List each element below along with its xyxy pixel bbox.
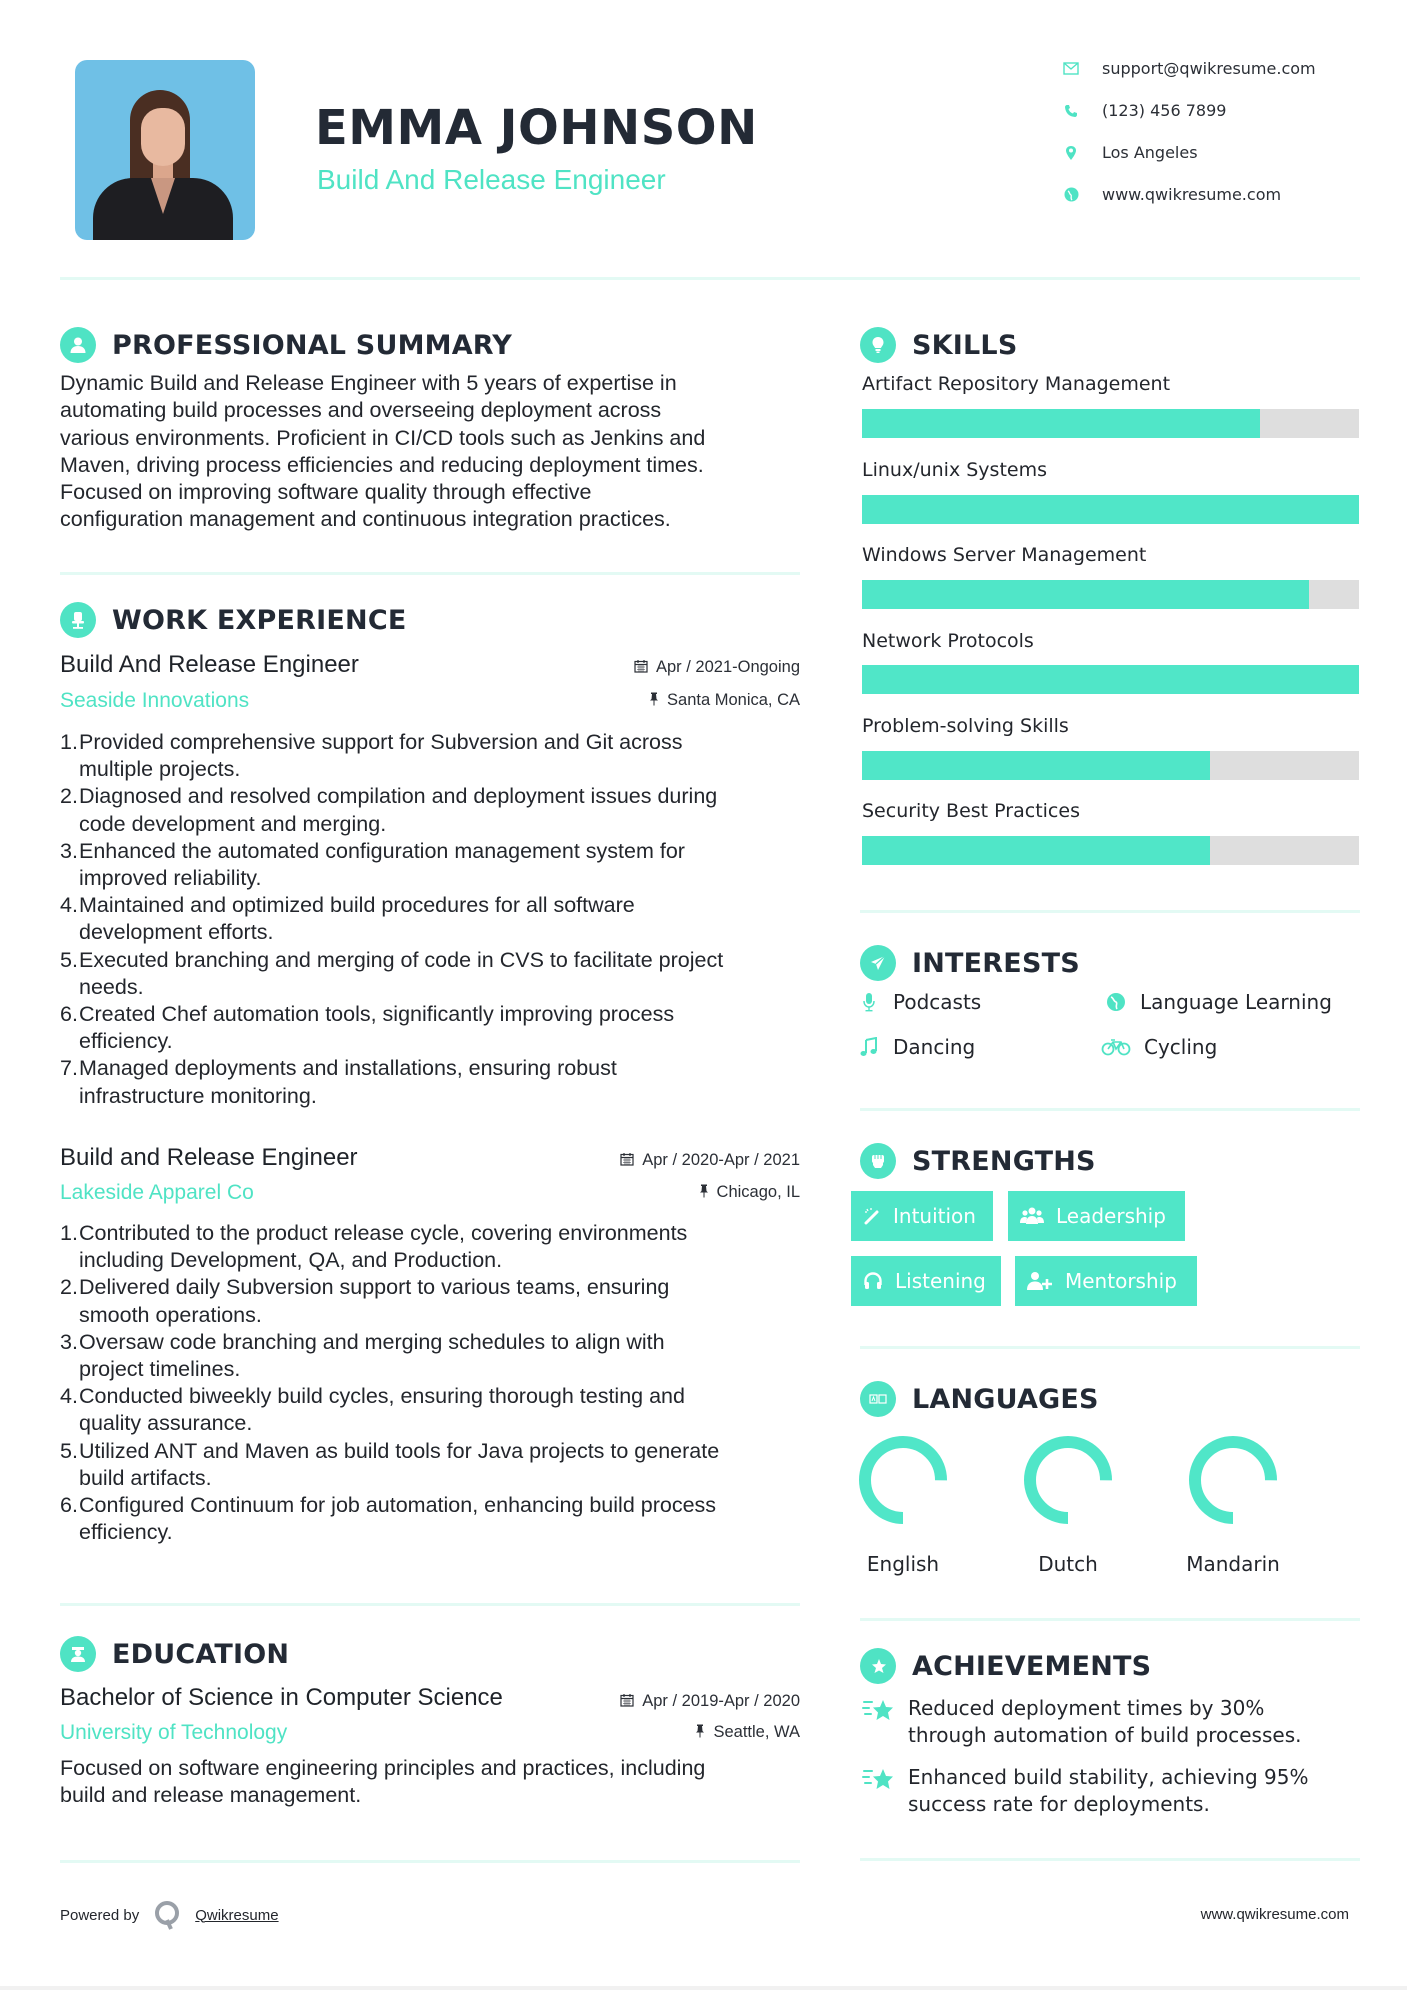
list-item: 4. Maintained and optimized build procedures for all software development efforts. xyxy=(60,893,635,945)
users-icon xyxy=(1020,1206,1044,1226)
envelope-icon xyxy=(1062,60,1080,78)
job-date: Apr / 2021-Ongoing xyxy=(634,658,800,677)
section-divider xyxy=(60,1603,800,1606)
job-date: Apr / 2020-Apr / 2021 xyxy=(620,1151,800,1170)
skill-label: Windows Server Management xyxy=(862,544,1147,566)
list-item: 2. Delivered daily Subversion support to various teams, ensuring smooth operations. xyxy=(60,1275,670,1327)
job-location: Chicago, IL xyxy=(699,1183,800,1202)
experience-heading: WORK EXPERIENCE xyxy=(60,602,406,638)
education-location: Seattle, WA xyxy=(695,1723,800,1742)
list-item: 5. Utilized ANT and Maven as build tools for Java projects to generate build artifacts. xyxy=(60,1438,720,1490)
candidate-role: Build And Release Engineer xyxy=(317,164,666,195)
fist-icon xyxy=(860,1143,896,1179)
contact-location: Los Angeles xyxy=(1062,143,1198,162)
globe-icon xyxy=(1104,992,1128,1012)
skill-bar xyxy=(862,665,1359,694)
section-divider xyxy=(860,1346,1360,1349)
shooting-star-icon xyxy=(862,1764,898,1818)
calendar-icon xyxy=(634,659,648,676)
headphones-icon xyxy=(863,1271,883,1291)
qwikresume-logo-icon xyxy=(153,1900,181,1930)
shooting-star-icon xyxy=(862,1695,898,1749)
language-item: English xyxy=(853,1430,953,1576)
strength-chip: Intuition xyxy=(851,1191,993,1241)
contact-email[interactable]: support@qwikresume.com xyxy=(1062,59,1316,78)
achievements-heading: ACHIEVEMENTS xyxy=(860,1648,1151,1684)
globe-icon xyxy=(1062,186,1080,204)
achievement-item: Reduced deployment times by 30% through automation of build processes. xyxy=(862,1695,1362,1749)
skill-label: Network Protocols xyxy=(862,630,1034,652)
skill-label: Security Best Practices xyxy=(862,800,1080,822)
interests-heading: INTERESTS xyxy=(860,945,1080,981)
user-icon xyxy=(60,327,96,363)
section-divider xyxy=(60,1860,800,1863)
skill-bar xyxy=(862,751,1359,780)
microphone-icon xyxy=(857,992,881,1012)
language-progress-ring xyxy=(853,1430,953,1530)
office-chair-icon xyxy=(60,602,96,638)
list-item: 5. Executed branching and merging of code in CVS to facilitate project needs. xyxy=(60,947,724,999)
magic-wand-icon xyxy=(863,1207,881,1225)
list-item: 3. Enhanced the automated configuration management system for improved reliability. xyxy=(60,838,685,891)
list-item: 6. Created Chef automation tools, significantly improving process efficiency. xyxy=(60,1002,675,1054)
user-plus-icon xyxy=(1027,1271,1053,1291)
footer-website[interactable]: www.qwikresume.com xyxy=(1200,1906,1349,1923)
phone-icon xyxy=(1062,102,1080,120)
section-divider xyxy=(860,1858,1360,1861)
pushpin-icon xyxy=(649,692,659,709)
page-bottom-edge xyxy=(0,1986,1407,1990)
achievement-item: Enhanced build stability, achieving 95% success rate for deployments. xyxy=(862,1764,1362,1818)
qwikresume-link[interactable]: Qwikresume xyxy=(195,1906,279,1924)
skill-bar xyxy=(862,495,1359,524)
contact-phone[interactable]: (123) 456 7899 xyxy=(1062,101,1226,120)
skills-heading: SKILLS xyxy=(860,327,1017,363)
education-heading: EDUCATION xyxy=(60,1636,289,1672)
header-divider xyxy=(60,277,1360,280)
language-progress-ring xyxy=(1018,1430,1118,1530)
section-divider xyxy=(860,1618,1360,1621)
skill-label: Artifact Repository Management xyxy=(862,373,1171,395)
education-description: Focused on software engineering principles and practices, including build and release management. xyxy=(60,1756,706,1808)
calendar-icon xyxy=(620,1152,634,1169)
pushpin-icon xyxy=(695,1724,705,1741)
list-item: 2. Diagnosed and resolved compilation and deployment issues during code development and merging. xyxy=(60,784,718,836)
job-duties-list xyxy=(60,1220,805,1546)
graduate-icon xyxy=(60,1636,96,1672)
skill-label: Problem-solving Skills xyxy=(862,715,1069,737)
section-divider xyxy=(860,1108,1360,1111)
language-icon xyxy=(860,1381,896,1417)
music-note-icon xyxy=(857,1037,881,1057)
lightbulb-icon xyxy=(860,327,896,363)
strength-chip: Leadership xyxy=(1008,1191,1185,1241)
contact-website[interactable]: www.qwikresume.com xyxy=(1062,185,1281,204)
profile-photo xyxy=(75,60,255,240)
strength-chip: Listening xyxy=(851,1256,1001,1306)
skill-bar xyxy=(862,836,1359,865)
list-item: 1. Provided comprehensive support for Subversion and Git across multiple projects. xyxy=(60,730,683,782)
map-pin-icon xyxy=(1062,144,1080,162)
section-divider xyxy=(860,910,1360,913)
job-title: Build and Release Engineer xyxy=(60,1144,358,1171)
company-name: Seaside Innovations xyxy=(60,689,250,712)
job-location: Santa Monica, CA xyxy=(649,691,800,710)
education-date: Apr / 2019-Apr / 2020 xyxy=(620,1692,800,1711)
language-item: Dutch xyxy=(1018,1430,1118,1576)
degree-title: Bachelor of Science in Computer Science xyxy=(60,1684,503,1711)
list-item: 6. Configured Continuum for job automation, enhancing build process efficiency. xyxy=(60,1493,717,1545)
interest-item: Cycling xyxy=(1100,1035,1217,1059)
interest-item: Podcasts xyxy=(857,990,981,1014)
candidate-name: EMMA JOHNSON xyxy=(315,100,758,156)
bicycle-icon xyxy=(1100,1038,1132,1056)
skill-bar xyxy=(862,580,1359,609)
footer-powered-by: Powered by Qwikresume xyxy=(60,1900,279,1930)
strengths-heading: STRENGTHS xyxy=(860,1143,1096,1179)
strength-chip: Mentorship xyxy=(1015,1256,1197,1306)
language-item: Mandarin xyxy=(1183,1430,1283,1576)
languages-heading: LANGUAGES xyxy=(860,1381,1099,1417)
pushpin-icon xyxy=(699,1184,709,1201)
language-progress-ring xyxy=(1183,1430,1283,1530)
job-title: Build And Release Engineer xyxy=(60,651,359,678)
job-duties-list xyxy=(60,729,805,1110)
skill-bar xyxy=(862,409,1359,438)
summary-heading: PROFESSIONAL SUMMARY xyxy=(60,327,512,363)
calendar-icon xyxy=(620,1693,634,1710)
list-item: 1. Contributed to the product release cycle, covering environments including Development, QA, and Production. xyxy=(60,1221,688,1273)
paper-plane-icon xyxy=(860,945,896,981)
list-item: 4. Conducted biweekly build cycles, ensuring thorough testing and quality assurance. xyxy=(60,1384,685,1436)
section-divider xyxy=(60,572,800,575)
school-name: University of Technology xyxy=(60,1721,288,1744)
interest-item: Dancing xyxy=(857,1035,975,1059)
skill-label: Linux/unix Systems xyxy=(862,459,1047,481)
company-name: Lakeside Apparel Co xyxy=(60,1181,254,1204)
summary-text: Dynamic Build and Release Engineer with 5 years of expertise in automating build processes and overseeing deployment across various environments. Proficient in CI/CD tools such as Jenkins and Maven, driving process efficiencies and reducing deployment times. Focused on improving software quality through effective configuration management and continuous integration practices. xyxy=(60,371,706,532)
list-item: 3. Oversaw code branching and merging schedules to align with project timelines. xyxy=(60,1329,665,1382)
interest-item: Language Learning xyxy=(1104,990,1332,1014)
list-item: 7. Managed deployments and installations, ensuring robust infrastructure monitoring. xyxy=(60,1056,617,1108)
star-badge-icon xyxy=(860,1648,896,1684)
